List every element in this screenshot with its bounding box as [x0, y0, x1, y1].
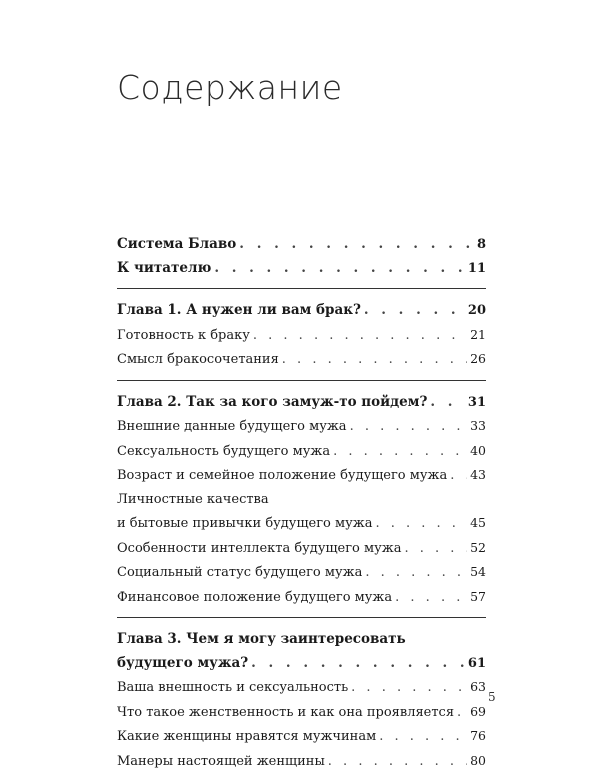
toc-entry-page: 80	[470, 749, 486, 773]
toc-entry-page: 57	[470, 585, 486, 609]
toc-entry-label: Глава 2. Так за кого замуж-то пойдем?	[117, 391, 427, 415]
page-title: Содержание	[117, 68, 343, 107]
toc-entry[interactable]	[117, 560, 486, 585]
toc-entry-label: Система Блаво	[117, 233, 236, 257]
dot-leader	[253, 324, 467, 348]
toc-entry-page: 21	[470, 323, 486, 347]
toc-entry-system-blavo[interactable]	[117, 233, 486, 257]
toc-entry-label: Социальный статус будущего мужа	[117, 561, 362, 585]
toc-entry-label: Ваша внешность и сексуальность	[117, 676, 348, 700]
toc-entry[interactable]	[117, 463, 486, 488]
page-number: 5	[488, 690, 496, 704]
toc-entry-label: Финансовое положение будущего мужа	[117, 586, 392, 610]
toc-entry-line1[interactable]: Личностные качества	[117, 488, 486, 512]
table-of-contents	[117, 233, 486, 773]
toc-entry[interactable]	[117, 347, 486, 372]
toc-entry-label: Возраст и семейное положение будущего мужа	[117, 464, 447, 488]
toc-entry-page: 33	[470, 414, 486, 438]
toc-entry-to-reader[interactable]	[117, 257, 486, 281]
dot-leader	[350, 415, 468, 439]
toc-entry-label: Особенности интеллекта будущего мужа	[117, 537, 401, 561]
toc-entry-label: Внешние данные будущего мужа	[117, 415, 347, 439]
toc-entry-label: Какие женщины нравятся мужчинам	[117, 725, 376, 749]
toc-entry-label: Что такое женственность и как она проявляется	[117, 701, 454, 725]
toc-entry-page: 20	[468, 299, 486, 323]
toc-entry[interactable]	[117, 749, 486, 773]
dot-leader	[333, 440, 467, 464]
dot-leader	[251, 652, 465, 676]
dot-leader	[328, 750, 467, 773]
dot-leader	[351, 676, 467, 700]
toc-entry-page: 31	[468, 391, 486, 415]
toc-chapter-heading[interactable]	[117, 391, 486, 415]
dot-leader	[365, 561, 467, 585]
dot-leader	[239, 233, 474, 257]
dot-leader	[457, 701, 467, 725]
toc-entry-page: 63	[470, 675, 486, 699]
toc-entry[interactable]	[117, 724, 486, 749]
toc-entry-label: Готовность к браку	[117, 324, 250, 348]
toc-entry-page: 43	[470, 463, 486, 487]
dot-leader	[404, 537, 467, 561]
toc-entry-page: 61	[468, 652, 486, 676]
dot-leader	[430, 391, 465, 415]
toc-intro-section	[117, 233, 486, 280]
toc-entry[interactable]	[117, 439, 486, 464]
toc-entry-label: будущего мужа?	[117, 652, 248, 676]
toc-entry-page: 54	[470, 560, 486, 584]
dot-leader	[214, 257, 465, 281]
toc-entry[interactable]	[117, 511, 486, 536]
toc-entry[interactable]	[117, 414, 486, 439]
toc-entry-page: 11	[468, 257, 486, 281]
dot-leader	[282, 348, 467, 372]
toc-entry-page: 69	[470, 700, 486, 724]
toc-entry-page: 40	[470, 439, 486, 463]
toc-entry-label: и бытовые привычки будущего мужа	[117, 512, 372, 536]
toc-entry-label: Манеры настоящей женщины	[117, 750, 325, 773]
toc-entry[interactable]	[117, 323, 486, 348]
toc-entry[interactable]	[117, 585, 486, 610]
dot-leader	[364, 299, 465, 323]
toc-chapter-1	[117, 288, 486, 372]
toc-entry-page: 26	[470, 347, 486, 371]
toc-entry-page: 45	[470, 511, 486, 535]
toc-entry[interactable]	[117, 675, 486, 700]
toc-entry-label: Глава 1. А нужен ли вам брак?	[117, 299, 361, 323]
toc-chapter-heading-line1[interactable]: Глава 3. Чем я могу заинтересовать	[117, 628, 486, 652]
toc-chapter-heading[interactable]	[117, 652, 486, 676]
toc-entry[interactable]	[117, 700, 486, 725]
toc-chapter-heading[interactable]	[117, 299, 486, 323]
toc-entry-page: 76	[470, 724, 486, 748]
toc-chapter-2	[117, 380, 486, 610]
toc-entry-label: К читателю	[117, 257, 211, 281]
toc-entry-label: Сексуальность будущего мужа	[117, 440, 330, 464]
dot-leader	[379, 725, 467, 749]
toc-entry-label: Смысл бракосочетания	[117, 348, 279, 372]
dot-leader	[395, 586, 467, 610]
toc-entry-page: 52	[470, 536, 486, 560]
toc-entry[interactable]	[117, 536, 486, 561]
dot-leader	[450, 464, 467, 488]
dot-leader	[375, 512, 467, 536]
toc-entry-page: 8	[477, 233, 486, 257]
